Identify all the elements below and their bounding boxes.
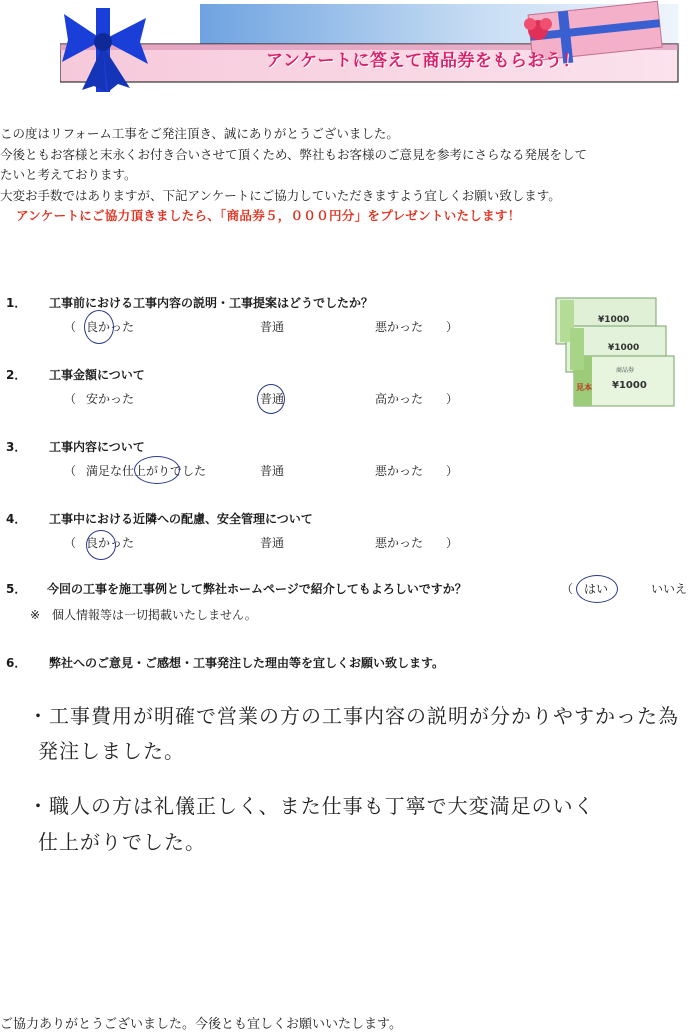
open-paren: （ bbox=[64, 392, 77, 406]
handwritten-line: 発注しました。 bbox=[38, 739, 185, 763]
close-paren: ） bbox=[446, 320, 459, 334]
answer-options bbox=[64, 462, 584, 480]
answer-options bbox=[64, 318, 584, 336]
intro-line: この度はリフォーム工事をご発注頂き、誠にありがとうございました。 bbox=[0, 126, 399, 141]
voucher-sample: 見本 bbox=[576, 383, 592, 392]
option-normal[interactable]: 普通 bbox=[260, 536, 285, 550]
close-paren: ） bbox=[446, 464, 459, 478]
answer-circle bbox=[84, 310, 114, 344]
open-paren: （ bbox=[64, 464, 77, 478]
intro-line: 大変お手数ではありますが、下記アンケートにご協力していただきますよう宜しくお願い致します。 bbox=[0, 187, 561, 203]
question-text: 工事中における近隣への配慮、安全管理について bbox=[49, 512, 313, 526]
voucher-amount: ¥1000 bbox=[608, 343, 640, 353]
answer-options bbox=[64, 390, 584, 408]
intro-line: 今後ともお客様と末永くお付き合いさせて頂くため、弊社もお客様のご意見を参考にさらなる発展をして bbox=[0, 146, 588, 162]
question-text: 工事金額について bbox=[49, 368, 145, 382]
option-bad[interactable]: 悪かった bbox=[375, 464, 424, 478]
question-text: 今回の工事を施工事例として弊社ホームページで紹介してもよろしいですか？ bbox=[47, 582, 467, 596]
option-bad[interactable]: 悪かった bbox=[375, 320, 424, 334]
answer-circle bbox=[134, 456, 180, 484]
answer-circle bbox=[86, 530, 116, 560]
question-number: 4． bbox=[6, 512, 27, 526]
option-cheap[interactable]: 安かった bbox=[86, 392, 135, 406]
option-bad[interactable]: 悪かった bbox=[375, 536, 424, 550]
close-paren: ） bbox=[446, 392, 459, 406]
present-announcement: アンケートにご協力頂きましたら、「商品券５，０００円分」をプレゼントいたします！ bbox=[16, 208, 521, 223]
question-text: 弊社へのご意見・ご感想・工事発注した理由等を宜しくお願い致します。 bbox=[49, 656, 445, 670]
answer-circle bbox=[576, 575, 618, 603]
answer-circle bbox=[257, 384, 285, 414]
question-number: 2． bbox=[6, 368, 27, 382]
open-paren: （ bbox=[64, 320, 77, 334]
banner-title: アンケートに答えて商品券をもらおう！ bbox=[266, 51, 580, 71]
question-text: 工事内容について bbox=[49, 440, 145, 454]
option-normal[interactable]: 普通 bbox=[260, 320, 285, 334]
option-good[interactable]: 良かった bbox=[86, 536, 135, 550]
option-normal[interactable]: 普通 bbox=[260, 392, 285, 406]
header-banner bbox=[60, 0, 680, 92]
question-number: 6． bbox=[6, 656, 27, 670]
question-number: 1． bbox=[6, 296, 27, 310]
close-paren: ） bbox=[446, 536, 459, 550]
intro-section bbox=[0, 124, 700, 227]
open-paren: （ bbox=[561, 582, 574, 596]
option-normal[interactable]: 普通 bbox=[260, 464, 285, 478]
question-text: 工事前における工事内容の説明・工事提案はどうでしたか？ bbox=[49, 296, 374, 310]
open-paren: （ bbox=[64, 536, 77, 550]
option-yes[interactable]: はい bbox=[584, 582, 609, 596]
option-good[interactable]: 良かった bbox=[86, 320, 135, 334]
voucher-amount: ¥1000 bbox=[598, 315, 630, 325]
option-satisfied[interactable]: 満足な仕上がりでした bbox=[86, 464, 207, 478]
option-expensive[interactable]: 高かった bbox=[375, 392, 424, 406]
answer-options bbox=[64, 534, 584, 552]
intro-line: たいと考えております。 bbox=[0, 167, 137, 182]
handwritten-line: 仕上がりでした。 bbox=[38, 830, 206, 854]
handwritten-line: ・職人の方は礼儀正しく、また仕事も丁寧で大変満足のいく bbox=[28, 794, 595, 818]
question-number: 3． bbox=[6, 440, 27, 454]
privacy-note: ※ 個人情報等は一切掲載いたしません。 bbox=[30, 608, 257, 622]
voucher-amount: ¥1000 bbox=[612, 380, 647, 391]
handwritten-line: ・工事費用が明確で営業の方の工事内容の説明が分かりやすかった為 bbox=[28, 704, 679, 728]
question-number: 5． bbox=[6, 582, 27, 596]
option-no[interactable]: いいえ bbox=[651, 582, 688, 596]
voucher-label: 商品券 bbox=[616, 367, 635, 374]
closing-message: ご協力ありがとうございました。今後とも宜しくお願いいたします。 bbox=[0, 1017, 402, 1032]
